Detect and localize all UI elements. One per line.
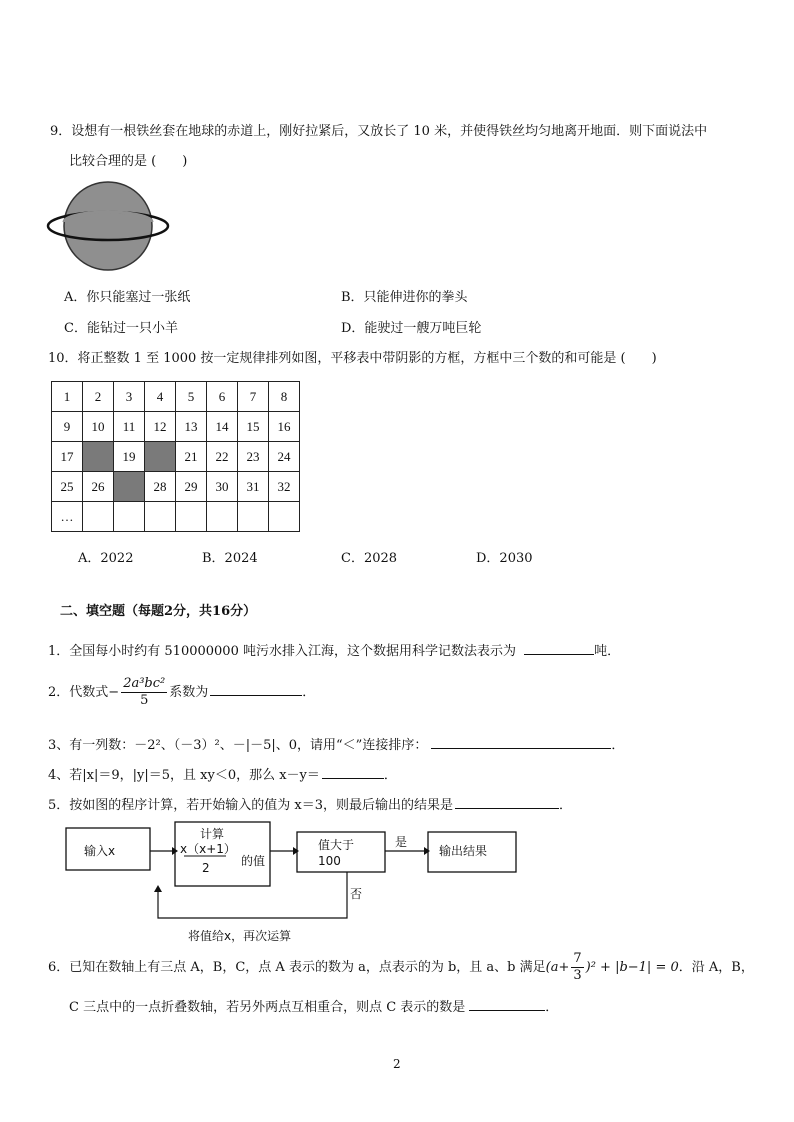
fill-1-suffix: 吨． [594, 644, 621, 659]
fill-3-blank[interactable] [431, 735, 611, 749]
grid-cell: … [52, 502, 83, 532]
grid-cell: 31 [238, 472, 269, 502]
grid-cell: 26 [83, 472, 114, 502]
flow-condition-line1: 值大于 [318, 838, 355, 852]
fill-2-prefix: 2．代数式 [48, 685, 109, 700]
flow-loop-label: 将值给x，再次运算 [188, 929, 292, 943]
grid-cell: 25 [52, 472, 83, 502]
arrow-loop-back [154, 885, 162, 892]
fill-6-line1 [48, 951, 754, 984]
grid-cell: 11 [114, 412, 145, 442]
grid-row [52, 442, 300, 472]
fill-6-expr-left: (a+ [545, 960, 570, 975]
grid-cell [238, 502, 269, 532]
fill-5-blank[interactable] [455, 795, 559, 809]
grid-row [52, 412, 300, 442]
grid-cell: 1 [52, 382, 83, 412]
grid-cell [83, 502, 114, 532]
fill-6-text-a: 6．已知在数轴上有三点 A，B，C，点 A 表示的数为 a，点表示的为 b，且 a、b 满足 [48, 960, 546, 975]
grid-cell: 7 [238, 382, 269, 412]
grid-cell: 4 [145, 382, 176, 412]
fill-4 [48, 764, 397, 783]
fill-2-denominator: 5 [140, 693, 149, 708]
fill-6-frac-num: 7 [573, 951, 582, 966]
page-number: 2 [393, 1057, 401, 1071]
grid-cell: 8 [269, 382, 300, 412]
grid-cell: 23 [238, 442, 269, 472]
grid-cell: 10 [83, 412, 114, 442]
flow-calc-title: 计算 [200, 827, 225, 841]
grid-cell: 13 [176, 412, 207, 442]
fill-4-blank[interactable] [322, 765, 384, 779]
grid-cell [176, 502, 207, 532]
fill-3-end: ． [611, 738, 625, 753]
grid-cell: 28 [145, 472, 176, 502]
grid-row [52, 502, 300, 532]
flow-calc-denominator: 2 [202, 861, 210, 875]
fill-5 [48, 794, 572, 813]
fill-4-end: ． [383, 768, 397, 783]
grid-cell: 24 [269, 442, 300, 472]
fill-2-numerator: 2a³bc² [123, 676, 166, 691]
flow-input-label: 输入x [84, 844, 116, 858]
grid-cell [269, 502, 300, 532]
grid-cell-shaded [145, 442, 176, 472]
grid-cell: 29 [176, 472, 207, 502]
fill-1-blank[interactable] [524, 641, 594, 655]
flow-calc-numerator: x（x+1） [180, 842, 236, 856]
fill-4-text: 4、若|x|＝9，|y|＝5，且 xy＜0，那么 x－y＝ [48, 768, 320, 783]
fill-2 [48, 676, 315, 709]
q10-option-d: D．2030 [476, 551, 533, 566]
fill-2-blank[interactable] [210, 682, 302, 696]
grid-row [52, 382, 300, 412]
q10-option-b: B．2024 [202, 551, 258, 566]
grid-cell: 22 [207, 442, 238, 472]
grid-cell: 32 [269, 472, 300, 502]
earth-sphere [64, 182, 152, 270]
q9-option-c: C．能钻过一只小羊 [64, 321, 178, 336]
fill-6-frac-den: 3 [573, 968, 582, 983]
number-grid [51, 381, 300, 532]
grid-cell: 30 [207, 472, 238, 502]
q9-stem-line2: 比较合理的是 ( ) [69, 154, 188, 169]
fill-5-end: ． [559, 798, 573, 813]
fill-2-suffix: 系数为 [169, 685, 209, 700]
grid-cell: 5 [176, 382, 207, 412]
grid-cell-shaded [114, 472, 145, 502]
grid-cell: 9 [52, 412, 83, 442]
grid-cell [145, 502, 176, 532]
flow-output-label: 输出结果 [439, 844, 488, 858]
fill-6-blank[interactable] [469, 997, 545, 1011]
q9-option-d: D．能驶过一艘万吨巨轮 [341, 321, 482, 336]
program-flowchart [60, 818, 530, 948]
fill-1 [48, 640, 620, 659]
grid-cell [114, 502, 145, 532]
grid-cell: 17 [52, 442, 83, 472]
fill-1-text: 1．全国每小时约有 510000000 吨污水排入江海，这个数据用科学记数法表示为 [48, 644, 516, 659]
fill-2-minus: − [108, 685, 120, 700]
grid-cell [207, 502, 238, 532]
q10-option-c: C．2028 [341, 551, 398, 566]
fill-6-text-b: ．沿 A，B， [678, 960, 754, 975]
fill-5-text: 5．按如图的程序计算，若开始输入的值为 x＝3，则最后输出的结果是 [48, 798, 454, 813]
q10-option-a: A．2022 [78, 551, 134, 566]
fill-2-end: ． [302, 685, 316, 700]
grid-cell: 21 [176, 442, 207, 472]
fill-3 [48, 734, 624, 753]
grid-cell: 2 [83, 382, 114, 412]
grid-cell-shaded [83, 442, 114, 472]
q9-option-b: B．只能伸进你的拳头 [341, 290, 468, 305]
grid-cell: 6 [207, 382, 238, 412]
fill-6-text-c: C 三点中的一点折叠数轴，若另外两点互相重合，则点 C 表示的数是 [69, 1000, 466, 1015]
fill-6-line2 [69, 996, 558, 1015]
grid-cell: 14 [207, 412, 238, 442]
grid-cell: 3 [114, 382, 145, 412]
fill-6-fraction [571, 951, 583, 984]
fill-6-end: ． [545, 1000, 559, 1015]
grid-row [52, 472, 300, 502]
flow-no-label: 否 [350, 887, 363, 901]
grid-cell: 19 [114, 442, 145, 472]
q9-option-a: A．你只能塞过一张纸 [64, 290, 191, 305]
earth-figure [46, 178, 172, 274]
grid-cell: 15 [238, 412, 269, 442]
fill-2-fraction [121, 676, 167, 709]
fill-3-text: 3、有一列数：－2²、（－3）²、－|－5|、0，请用“＜”连接排序： [48, 738, 428, 753]
q10-stem: 10．将正整数 1 至 1000 按一定规律排列如图，平移表中带阴影的方框，方框中三个数的和可能是 ( ) [48, 351, 657, 366]
section-title: 二、填空题（每题2分，共16分） [60, 604, 257, 619]
flow-calc-suffix: 的值 [241, 854, 266, 868]
grid-cell: 12 [145, 412, 176, 442]
q9-stem-line1: 9．设想有一根铁丝套在地球的赤道上，刚好拉紧后，又放长了 10 米，并使得铁丝均匀地离开地面．则下面说法中 [50, 124, 708, 139]
fill-6-expr-right: )² + |b−1| = 0 [585, 960, 679, 975]
flow-condition-line2: 100 [318, 854, 341, 868]
grid-cell: 16 [269, 412, 300, 442]
flow-yes-label: 是 [395, 835, 408, 849]
